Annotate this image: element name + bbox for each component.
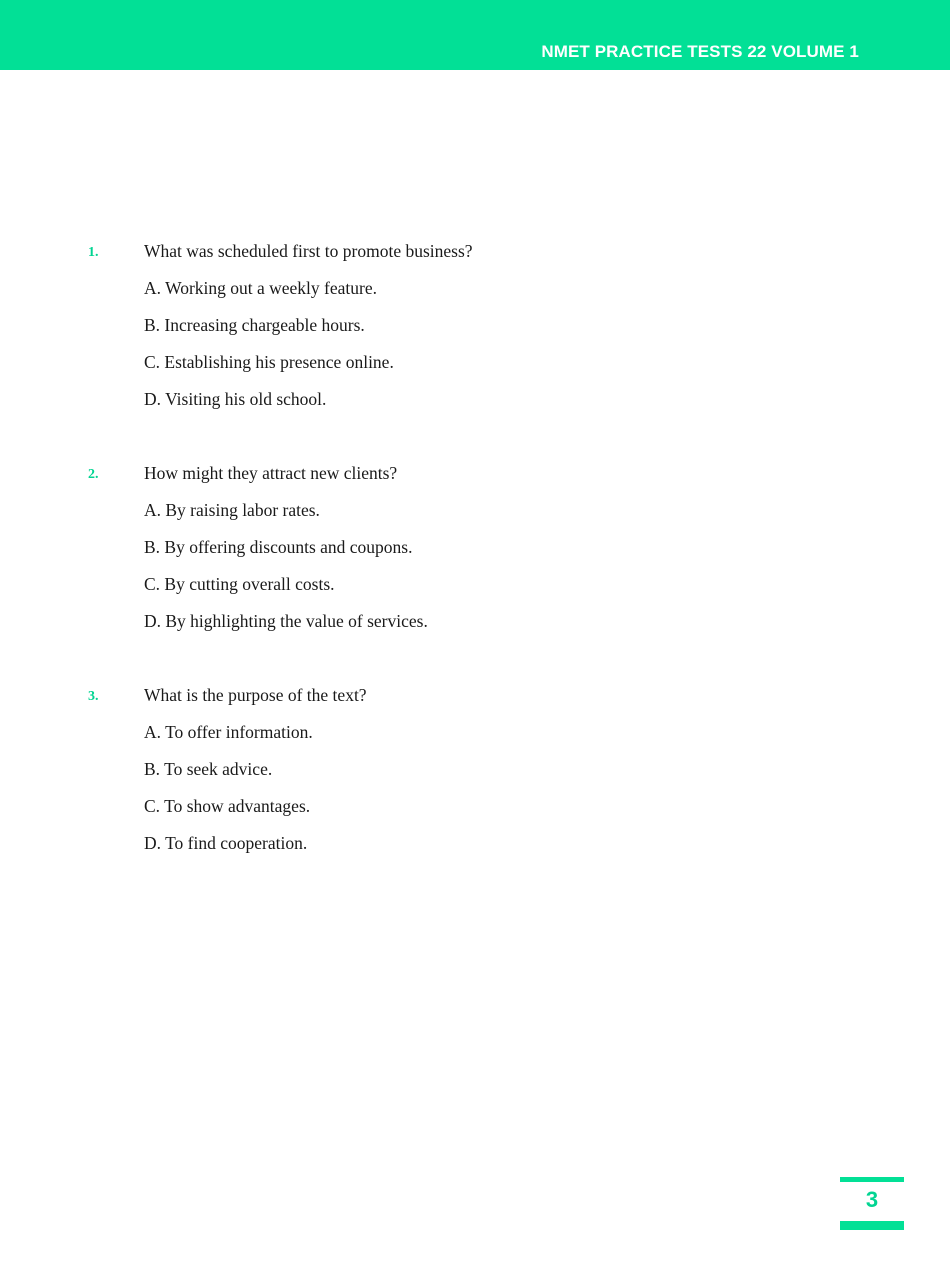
option-a: A. Working out a weekly feature. — [144, 278, 377, 298]
question-stem: What was scheduled first to promote business? — [144, 241, 473, 261]
question-number: 2. — [88, 467, 99, 482]
option-a: A. By raising labor rates. — [144, 500, 320, 520]
option-a: A. To offer information. — [144, 722, 313, 742]
question-list — [0, 239, 950, 905]
question-3 — [0, 683, 950, 868]
question-1 — [0, 239, 950, 424]
header-bar — [0, 0, 950, 70]
option-b: B. By offering discounts and coupons. — [144, 537, 413, 557]
option-c: C. Establishing his presence online. — [144, 352, 394, 372]
option-d: D. Visiting his old school. — [144, 389, 327, 409]
question-number: 1. — [88, 245, 99, 260]
question-2 — [0, 461, 950, 646]
option-c: C. By cutting overall costs. — [144, 574, 335, 594]
page-number-bottom-rule — [840, 1221, 904, 1230]
option-d: D. To find cooperation. — [144, 833, 308, 853]
page-number-box — [840, 1177, 904, 1230]
question-number: 3. — [88, 689, 99, 704]
option-c: C. To show advantages. — [144, 796, 311, 816]
question-stem: What is the purpose of the text? — [144, 685, 367, 705]
question-stem: How might they attract new clients? — [144, 463, 398, 483]
header-title: NMET PRACTICE TESTS 22 VOLUME 1 — [541, 42, 859, 61]
page-number-top-rule — [840, 1177, 904, 1182]
option-d: D. By highlighting the value of services. — [144, 611, 428, 631]
option-b: B. Increasing chargeable hours. — [144, 315, 365, 335]
page-number: 3 — [865, 1187, 879, 1212]
option-b: B. To seek advice. — [144, 759, 273, 779]
